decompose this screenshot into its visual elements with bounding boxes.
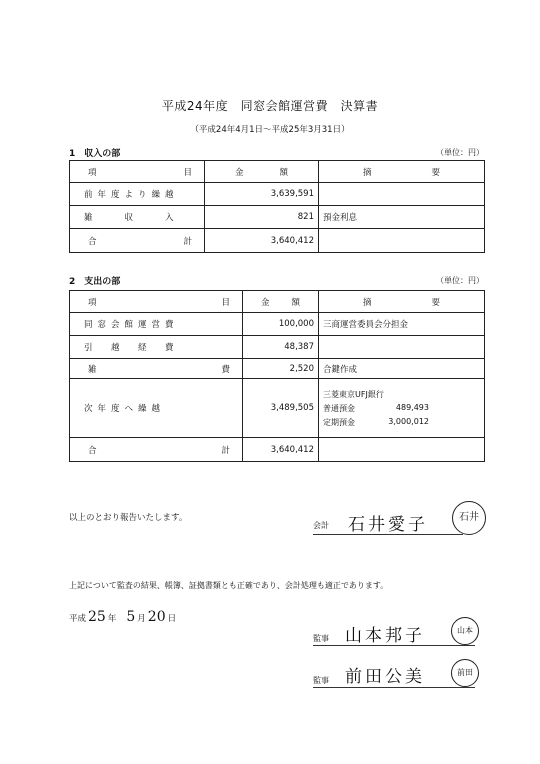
income-section-heading: 1 収入の部 bbox=[69, 149, 121, 159]
income-header-row bbox=[70, 161, 485, 183]
table-row bbox=[70, 336, 485, 359]
table-row bbox=[70, 206, 485, 229]
income-item: 前年度より繰越 bbox=[70, 183, 205, 206]
income-item: 雑 収 入 bbox=[70, 206, 205, 229]
expense-table bbox=[69, 290, 485, 462]
auditor-seal: 前田 bbox=[451, 659, 479, 687]
date-day-unit: 日 bbox=[167, 614, 177, 624]
report-statement: 以上のとおり報告いたします。 bbox=[69, 513, 188, 523]
header-item-left: 項 bbox=[88, 167, 97, 178]
expense-header-row bbox=[70, 291, 485, 313]
document-title: 平成24年度 同窓会館運営費 決算書 bbox=[161, 99, 379, 113]
income-total-row bbox=[70, 229, 485, 253]
date-day: 20 bbox=[147, 609, 166, 625]
expense-note bbox=[319, 336, 485, 359]
expense-note: 合鍵作成 bbox=[319, 359, 485, 379]
expense-item: 同窓会館運営費 bbox=[70, 313, 243, 336]
expense-total-row bbox=[70, 438, 485, 462]
auditor-sign-line bbox=[313, 687, 475, 688]
table-row bbox=[70, 379, 485, 438]
auditor-signature: 前田公美 bbox=[345, 667, 425, 687]
carry-line bbox=[323, 417, 480, 428]
header-remarks-right: 要 bbox=[431, 167, 441, 178]
expense-amount: 48,387 bbox=[243, 336, 319, 359]
income-table bbox=[69, 160, 485, 253]
table-row bbox=[70, 359, 485, 379]
total-label-right: 計 bbox=[221, 445, 230, 456]
carry-amount: 3,489,505 bbox=[243, 379, 319, 438]
header-item-left: 項 bbox=[88, 297, 97, 308]
expense-item: 引 越 経 費 bbox=[70, 336, 243, 359]
header-remarks-left: 摘 bbox=[362, 167, 372, 178]
income-unit: （単位：円） bbox=[436, 148, 484, 157]
total-label-left: 合 bbox=[88, 236, 97, 247]
header-remarks-right: 要 bbox=[431, 297, 441, 308]
carry-item: 次年度へ繰越 bbox=[70, 379, 243, 438]
total-label-right: 計 bbox=[183, 236, 192, 247]
expense-amount: 2,520 bbox=[243, 359, 319, 379]
expense-amount: 100,000 bbox=[243, 313, 319, 336]
auditor-seal: 山本 bbox=[451, 617, 479, 645]
date-year-unit: 年 bbox=[107, 614, 117, 624]
income-amount: 821 bbox=[205, 206, 319, 229]
accountant-seal: 石井 bbox=[452, 501, 486, 535]
income-note bbox=[319, 183, 485, 206]
carry-line-label: 普通預金 bbox=[323, 403, 355, 413]
fiscal-period: （平成24年4月1日～平成25年3月31日） bbox=[190, 125, 350, 135]
expense-note: 三商運営委員会分担金 bbox=[319, 313, 485, 336]
income-note: 預金利息 bbox=[319, 206, 485, 229]
total-label-left: 合 bbox=[88, 445, 97, 456]
header-amount-right: 額 bbox=[279, 167, 289, 178]
expense-item-right: 費 bbox=[221, 364, 230, 375]
income-total-amount: 3,640,412 bbox=[205, 229, 319, 253]
carry-bank: 三菱東京UFJ銀行 bbox=[323, 389, 384, 399]
table-row bbox=[70, 183, 485, 206]
header-amount-left: 金 bbox=[234, 167, 244, 178]
header-amount-left: 金 bbox=[260, 297, 270, 308]
carry-line-value: 3,000,012 bbox=[388, 416, 429, 426]
carry-line-label: 定期預金 bbox=[323, 417, 355, 427]
header-amount-right: 額 bbox=[291, 297, 301, 308]
date-month-unit: 月 bbox=[137, 614, 146, 624]
expense-total-amount: 3,640,412 bbox=[243, 438, 319, 462]
auditor-role: 監事 bbox=[313, 634, 329, 643]
income-amount: 3,639,591 bbox=[205, 183, 319, 206]
auditor-signature: 山本邦子 bbox=[345, 626, 425, 646]
accountant-signature: 石井愛子 bbox=[348, 515, 428, 535]
expense-unit: （単位：円） bbox=[436, 276, 484, 285]
carry-line bbox=[323, 403, 480, 414]
date-month: 5 bbox=[126, 609, 136, 625]
header-remarks-left: 摘 bbox=[362, 297, 372, 308]
carry-line-value: 489,493 bbox=[395, 402, 429, 412]
expense-section-heading: 2 支出の部 bbox=[69, 277, 121, 287]
date-year: 25 bbox=[88, 609, 106, 625]
audit-date bbox=[69, 609, 176, 625]
accountant-role: 会計 bbox=[313, 521, 329, 530]
auditor-sign-line bbox=[313, 645, 475, 646]
date-era: 平成 bbox=[69, 614, 87, 624]
audit-statement: 上記について監査の結果、帳簿、証拠書類とも正確であり、会計処理も適正であります。 bbox=[69, 581, 389, 590]
auditor-role: 監事 bbox=[313, 676, 329, 685]
header-item-right: 目 bbox=[183, 167, 192, 178]
expense-item-left: 雑 bbox=[88, 364, 97, 375]
table-row bbox=[70, 313, 485, 336]
accountant-sign-line bbox=[313, 534, 463, 535]
header-item-right: 目 bbox=[221, 297, 230, 308]
